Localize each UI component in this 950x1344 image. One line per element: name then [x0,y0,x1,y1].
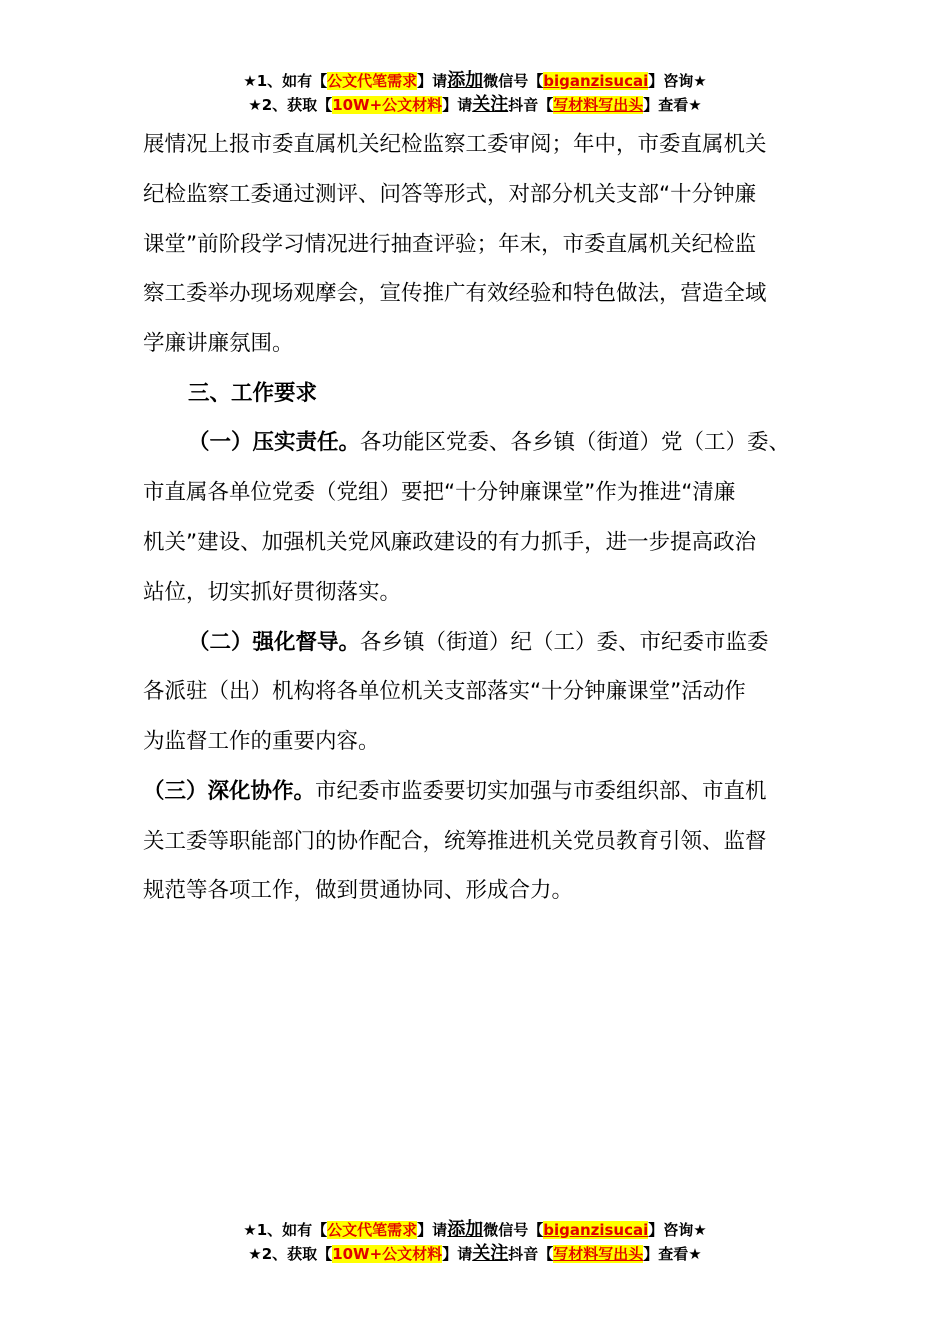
banner-line-1 [0,69,950,93]
text-line: 察工委举办现场观摩会，宣传推广有效经验和特色做法，营造全域 [143,281,767,306]
t: 各功能区党委、各乡镇（街道）党（工）委、 [360,430,791,455]
highlight: 公文代笔需求 [327,1221,418,1239]
t: ★2、获取【 [248,96,333,114]
text-line: 规范等各项工作，做到贯通协同、形成合力。 [143,878,574,903]
t: ★1、如有【 [243,1221,328,1239]
banner-line-2 [0,1242,950,1266]
t: 市纪委市监委要切实加强与市委组织部、市直机 [315,779,767,804]
t: 添加 [447,1219,484,1240]
douyin-id: 写材料写出头 [553,1245,644,1263]
t: 】咨询★ [648,72,707,90]
t: 】查看★ [643,96,702,114]
text-line: 学廉讲廉氛围。 [143,331,294,356]
t: 】请 [417,72,448,90]
subheading: （三）深化协作。 [143,779,316,804]
t: 】咨询★ [648,1221,707,1239]
text-line: 机关”建设、加强机关党风廉政建设的有力抓手，进一步提高政治 [143,530,757,555]
wechat-id: biganzisucai [543,1221,649,1239]
t: 抖音【 [508,96,554,114]
t: 微信号【 [483,1221,544,1239]
t: 】查看★ [643,1245,702,1263]
highlight: 10W+公文材料 [332,1245,443,1263]
footer-banner [0,1218,950,1266]
t: ★1、如有【 [243,72,328,90]
highlight: 10W+公文材料 [332,96,443,114]
section-heading: 三、工作要求 [188,381,318,406]
t: 】请 [442,1245,473,1263]
t: 微信号【 [483,72,544,90]
t: 】请 [417,1221,448,1239]
text-line: 市直属各单位党委（党组）要把“十分钟廉课堂”作为推进“清廉 [143,480,736,505]
text-line: 为监督工作的重要内容。 [143,729,380,754]
text-line: 关工委等职能部门的协作配合，统筹推进机关党员教育引领、监督 [143,829,767,854]
text-line: 站位，切实抓好贯彻落实。 [143,580,402,605]
t: 添加 [447,70,484,91]
wechat-id: biganzisucai [543,72,649,90]
t: 关注 [472,94,509,115]
t: 关注 [472,1243,509,1264]
text-line [188,628,769,658]
highlight: 公文代笔需求 [327,72,418,90]
text-line: 展情况上报市委直属机关纪检监察工委审阅；年中，市委直属机关 [143,132,767,157]
t: 抖音【 [508,1245,554,1263]
t: 各乡镇（街道）纪（工）委、市纪委市监委 [360,630,769,655]
t: ★2、获取【 [248,1245,333,1263]
text-line: 纪检监察工委通过测评、问答等形式，对部分机关支部“十分钟廉 [143,182,757,207]
header-banner [0,69,950,117]
text-line [143,777,767,807]
text-line: 课堂”前阶段学习情况进行抽查评验；年末，市委直属机关纪检监 [143,232,757,257]
t: 】请 [442,96,473,114]
banner-line-2 [0,93,950,117]
subheading: （一）压实责任。 [188,430,361,455]
douyin-id: 写材料写出头 [553,96,644,114]
subheading: （二）强化督导。 [188,630,361,655]
text-line [188,428,790,458]
banner-line-1 [0,1218,950,1242]
text-line: 各派驻（出）机构将各单位机关支部落实“十分钟廉课堂”活动作 [143,679,746,704]
